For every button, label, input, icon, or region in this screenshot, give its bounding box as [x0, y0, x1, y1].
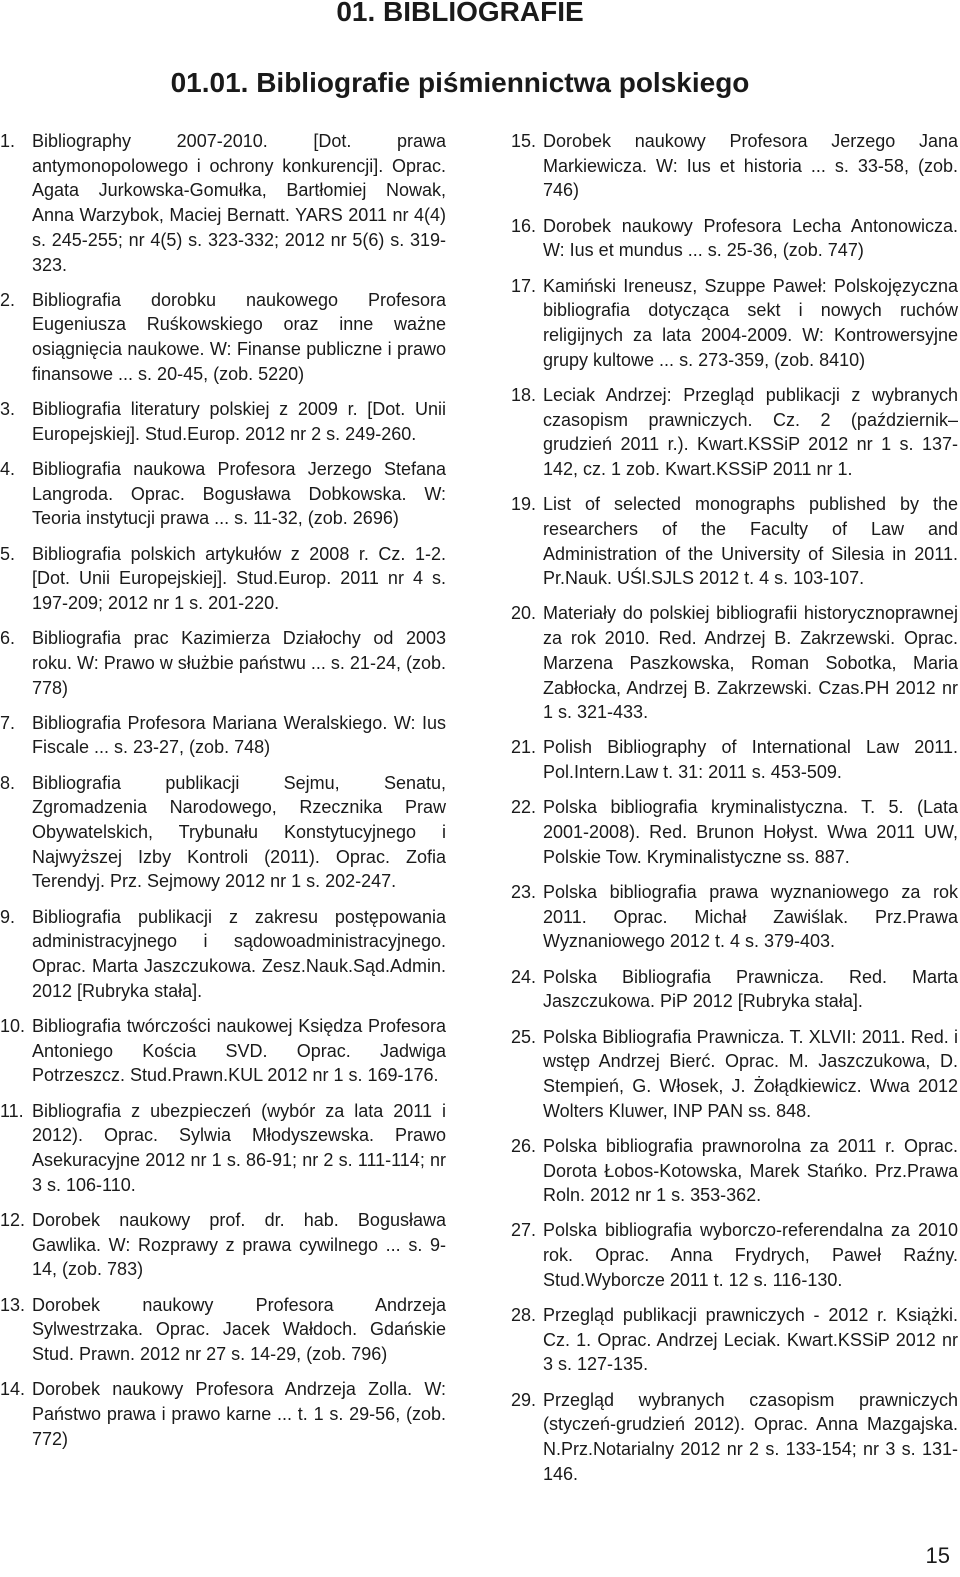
entry-number: 2.: [0, 289, 16, 310]
bibliography-entry-16: [511, 214, 958, 263]
bibliography-entry-2: [0, 288, 446, 387]
entry-number: 15.: [511, 131, 537, 151]
entry-number: 12.: [0, 1209, 26, 1230]
right-column: [511, 129, 958, 1497]
bibliography-entry-9: [0, 905, 446, 1004]
entry-text: Przegląd publikacji prawniczych - 2012 r. Książki. Cz. 1. Oprac. Andrzej Leciak. Kwart.KSSiP 2012 nr 3 s. 127-135.: [543, 1305, 958, 1375]
entry-text: Polska Bibliografia Prawnicza. Red. Marta Jaszczukowa. PiP 2012 [Rubryka stała].: [543, 966, 958, 1012]
entry-text: Kamiński Ireneusz, Szuppe Paweł: Polskojęzyczna bibliografia dotycząca sekt i nowych ruchów religijnych za lata 2004-2009. W: Kontrowersyjne grupy kultowe ... s. 273-359, (zob. 8410): [543, 275, 958, 370]
entry-text: Polska bibliografia wyborczo-referendalna za 2010 rok. Oprac. Anna Frydrych, Paweł Raźny. Stud.Wyborcze 2011 t. 12 s. 116-130.: [543, 1220, 958, 1290]
bibliography-entry-19: [511, 492, 958, 591]
entry-number: 17.: [511, 275, 537, 296]
bibliography-entry-11: [0, 1099, 446, 1198]
entry-text: Bibliografia literatury polskiej z 2009 r. [Dot. Unii Europejskiej]. Stud.Europ. 2012 nr 2 s. 249-260.: [32, 399, 446, 444]
entry-text: Bibliografia dorobku naukowego Profesora Eugeniusza Ruśkowskiego oraz inne ważne osiągnięcia naukowe. W: Finanse publiczne i prawo finansowe ... s. 20-45, (zob. 5220): [32, 289, 446, 384]
bibliography-entry-8: [0, 771, 446, 895]
entry-number: 19.: [511, 494, 537, 515]
bibliography-entry-29: [511, 1388, 958, 1487]
bibliography-entry-27: [511, 1218, 958, 1292]
chapter-title: 01. BIBLIOGRAFIE: [336, 0, 584, 27]
entry-number: 21.: [511, 737, 537, 758]
entry-number: 1.: [0, 131, 16, 151]
entry-number: 27.: [511, 1220, 537, 1241]
entry-text: Bibliografia polskich artykułów z 2008 r. Cz. 1-2. [Dot. Unii Europejskiej]. Stud.Europ. 2011 nr 4 s. 197-209; 2012 nr 1 s. 201-220.: [32, 543, 446, 613]
entry-number: 14.: [0, 1379, 26, 1400]
entry-number: 9.: [0, 906, 16, 927]
entry-text: Polska bibliografia prawnorolna za 2011 r. Oprac. Dorota Łobos-Kotowska, Marek Stańko. Prz.Prawa Roln. 2012 nr 1 s. 353-362.: [543, 1135, 958, 1206]
entry-text: Materiały do polskiej bibliografii historycznoprawnej za rok 2010. Red. Andrzej B. Zakrzewski. Oprac. Marzena Paszkowska, Roman Sobotka, Maria Zabłocka, Andrzej B. Zakrzewski. Czas.PH 2012 nr 1 s. 321-433.: [543, 603, 958, 723]
bibliography-entry-24: [511, 965, 958, 1014]
entry-text: Dorobek naukowy Profesora Lecha Antonowicza. W: Ius et mundus ... s. 25-36, (zob. 747): [543, 215, 958, 261]
entry-text: Bibliografia z ubezpieczeń (wybór za lata 2011 i 2012). Oprac. Sylwia Młodyszewska. Prawo Asekuracyjne 2012 nr 1 s. 86-91; nr 2 s. 111-114; nr 3 s. 106-110.: [32, 1100, 446, 1195]
entry-number: 6.: [0, 628, 16, 649]
entry-number: 26.: [511, 1135, 537, 1156]
entry-text: Przegląd wybranych czasopism prawniczych (styczeń-grudzień 2012). Oprac. Anna Mazgajska. N.Prz.Notarialny 2012 nr 2 s. 133-154; nr 3 s. 131-146.: [543, 1389, 958, 1484]
bibliography-entry-28: [511, 1303, 958, 1377]
entry-text: Bibliography 2007-2010. [Dot. prawa antymonopolowego i ochrony konkurencji]. Oprac. Agata Jurkowska-Gomułka, Bartłomiej Nowak, Anna Warzybok, Maciej Bernatt. YARS 2011 nr 4(4) s. 245-255; nr 4(5) s. 323-332; 2012 nr 5(6) s. 319-323.: [32, 131, 446, 275]
section-title: 01.01. Bibliografie piśmiennictwa polskiego: [170, 67, 750, 98]
entry-number: 3.: [0, 399, 16, 420]
bibliography-entry-22: [511, 795, 958, 869]
bibliography-entry-3: [0, 397, 446, 446]
entry-number: 4.: [0, 458, 16, 479]
bibliography-entry-25: [511, 1025, 958, 1124]
bibliography-entry-23: [511, 880, 958, 954]
entry-number: 29.: [511, 1389, 537, 1410]
entry-text: Bibliografia naukowa Profesora Jerzego Stefana Langroda. Oprac. Bogusława Dobkowska. W: Teoria instytucji prawa ... s. 11-32, (zob. 2696): [32, 458, 446, 529]
bibliography-entry-7: [0, 711, 446, 760]
entry-text: Leciak Andrzej: Przegląd publikacji z wybranych czasopism prawniczych. Cz. 2 (październik–grudzień 2011 r.). Kwart.KSSiP 2012 nr 1 s. 137-142, cz. 1 zob. Kwart.KSSiP 2011 nr 1.: [543, 384, 958, 479]
bibliography-entry-6: [0, 626, 446, 700]
entry-text: Dorobek naukowy Profesora Andrzeja Zolla. W: Państwo prawa i prawo karne ... t. 1 s. 29-56, (zob. 772): [32, 1379, 446, 1449]
entry-text: Dorobek naukowy Profesora Andrzeja Sylwestrzaka. Oprac. Jacek Wałdoch. Gdańskie Stud. Prawn. 2012 nr 27 s. 14-29, (zob. 796): [32, 1294, 446, 1364]
entry-text: Bibliografia prac Kazimierza Działochy od 2003 roku. W: Prawo w służbie państwu ... s. 21-24, (zob. 778): [32, 628, 446, 698]
entry-text: Polska bibliografia kryminalistyczna. T. 5. (Lata 2001-2008). Red. Brunon Hołyst. Wwa 2011 UW, Polskie Tow. Kryminalistyczne ss. 887.: [543, 797, 958, 867]
entry-number: 18.: [511, 384, 537, 405]
entry-number: 7.: [0, 712, 16, 733]
bibliography-entry-13: [0, 1293, 446, 1367]
entry-number: 28.: [511, 1305, 537, 1326]
entry-text: Polish Bibliography of International Law 2011. Pol.Intern.Law t. 31: 2011 s. 453-509.: [543, 737, 958, 783]
page-number: 15: [925, 1543, 950, 1568]
entry-number: 13.: [0, 1294, 26, 1315]
bibliography-entry-17: [511, 274, 958, 373]
bibliography-entry-18: [511, 383, 958, 482]
entry-text: Bibliografia Profesora Mariana Weralskiego. W: Ius Fiscale ... s. 23-27, (zob. 748): [32, 712, 446, 758]
entry-text: Dorobek naukowy prof. dr. hab. Bogusława Gawlika. W: Rozprawy z prawa cywilnego ... s. 9-14, (zob. 783): [32, 1209, 446, 1280]
entry-number: 16.: [511, 215, 537, 236]
bibliography-entry-4: [0, 457, 446, 531]
bibliography-entry-5: [0, 542, 446, 616]
entry-text: Bibliografia publikacji Sejmu, Senatu, Zgromadzenia Narodowego, Rzecznika Praw Obywatelskich, Trybunału Konstytucyjnego i Najwyższej Izby Kontroli (2011). Oprac. Zofia Terendyj. Prz. Sejmowy 2012 nr 1 s. 202-247.: [32, 772, 446, 892]
entry-text: Polska Bibliografia Prawnicza. T. XLVII: 2011. Red. i wstęp Andrzej Bierć. Oprac. M. Jaszczukowa, D. Stempień, G. Włosek, J. Żołądkiewicz. Wwa 2012 Wolters Kluwer, INP PAN ss. 848.: [543, 1026, 958, 1121]
entry-number: 8.: [0, 772, 16, 793]
entry-number: 10.: [0, 1016, 26, 1036]
entry-text: Polska bibliografia prawa wyznaniowego za rok 2011. Oprac. Michał Zawiślak. Prz.Prawa Wyznaniowego 2012 t. 4 s. 379-403.: [543, 881, 958, 952]
bibliography-entry-10: [0, 1014, 446, 1088]
entry-text: List of selected monographs published by the researchers of the Faculty of Law and Administration of the University of Silesia in 2011. Pr.Nauk. UŚl.SJLS 2012 t. 4 s. 103-107.: [543, 494, 958, 589]
bibliography-entry-15: [511, 129, 958, 203]
entry-number: 11.: [0, 1100, 24, 1121]
bibliography-entry-26: [511, 1134, 958, 1208]
entry-number: 5.: [0, 543, 16, 564]
bibliography-entry-12: [0, 1208, 446, 1282]
bibliography-entry-20: [511, 601, 958, 725]
left-column: [0, 129, 446, 1462]
bibliography-entry-14: [0, 1377, 446, 1451]
bibliography-entry-21: [511, 735, 958, 784]
entry-number: 22.: [511, 797, 537, 818]
entry-text: Dorobek naukowy Profesora Jerzego Jana Markiewicza. W: Ius et historia ... s. 33-58, (zob. 746): [543, 131, 958, 201]
entry-text: Bibliografia twórczości naukowej Księdza Profesora Antoniego Kościa SVD. Oprac. Jadwiga Potrzeszcz. Stud.Prawn.KUL 2012 nr 1 s. 169-176.: [32, 1016, 446, 1086]
entry-number: 25.: [511, 1026, 537, 1047]
entry-number: 23.: [511, 881, 537, 902]
entry-text: Bibliografia publikacji z zakresu postępowania administracyjnego i sądowoadministracyjnego. Oprac. Marta Jaszczukowa. Zesz.Nauk.Sąd.Admin. 2012 [Rubryka stała].: [32, 906, 446, 1001]
bibliography-entry-1: [0, 129, 446, 277]
entry-number: 24.: [511, 966, 537, 987]
entry-number: 20.: [511, 603, 537, 624]
